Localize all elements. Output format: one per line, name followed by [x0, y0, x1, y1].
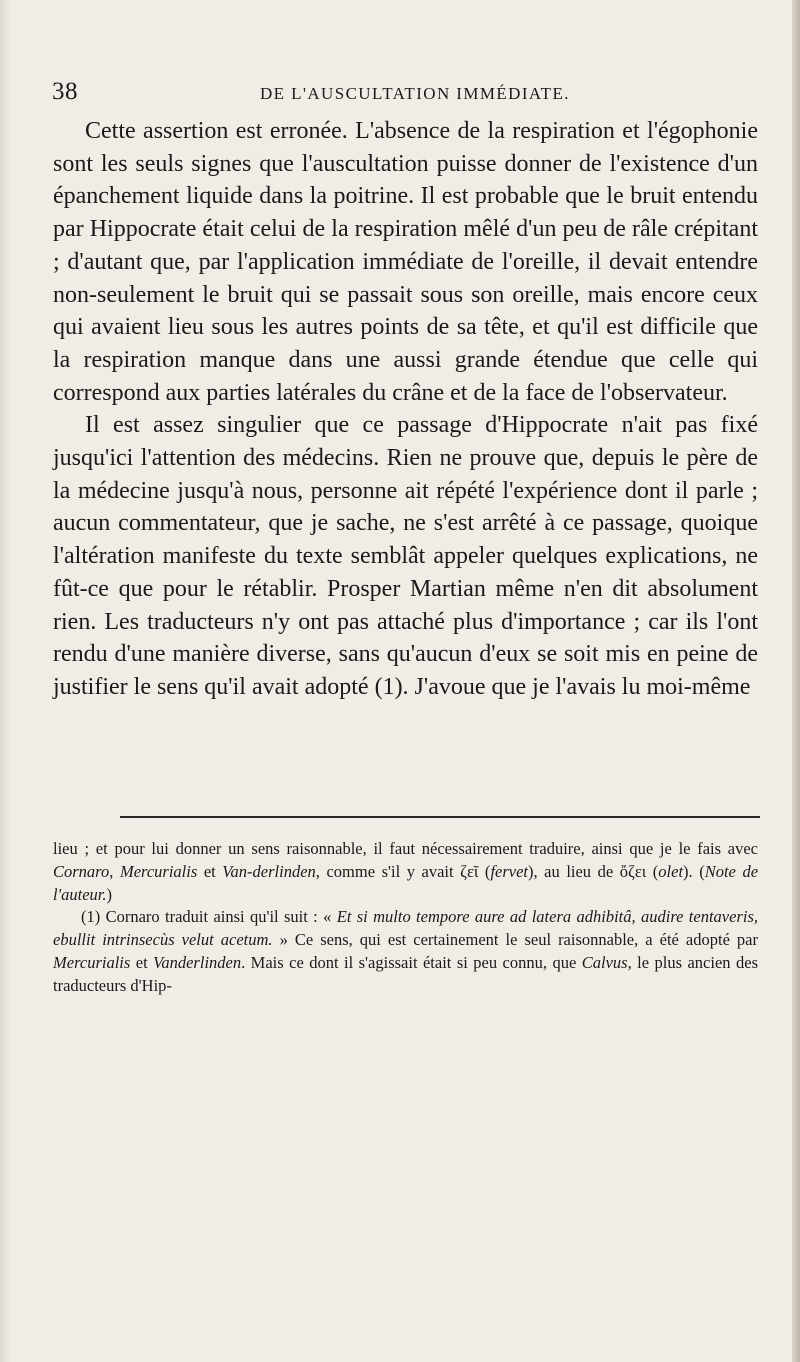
page-header — [52, 78, 757, 108]
footnotes — [53, 838, 758, 998]
gutter-shadow — [0, 0, 12, 1362]
footnote-rule — [120, 816, 760, 818]
page-number: 38 — [52, 78, 78, 105]
main-text — [53, 115, 758, 704]
running-head: DE L'AUSCULTATION IMMÉDIATE. — [260, 84, 570, 103]
footnote-1: (1) Cornaro traduit ainsi qu'il suit : « Et si multo tempore aure ad latera adhibitâ, audire tentaveris, ebullit intrinsecùs velut acetum. » Ce sens, qui est certainement le seul raisonnable, a été adopté par Mercurialis et Vanderlinden. Mais ce dont il s'agissait était si peu connu, que Calvus, le plus ancien des traducteurs d'Hip- — [53, 907, 758, 995]
paragraph: Cette assertion est erronée. L'absence de la respiration et l'égophonie sont les seuls signes que l'auscultation puisse donner de l'existence d'un épanchement liquide dans la poitrine. Il est probable que le bruit entendu par Hippocrate était celui de la respiration mêlé d'un peu de râle crépitant ; d'autant que, par l'application immédiate de l'oreille, il devait entendre non-seulement le bruit qui se passait sous son oreille, mais encore ceux qui avaient lieu sous les autres points de sa tête, et qu'il est difficile que la respiration manque dans une aussi grande étendue que celle qui correspond aux parties latérales du crâne et de la face de l'observateur. — [53, 118, 758, 406]
paragraph: Il est assez singulier que ce passage d'Hippocrate n'ait pas fixé jusqu'ici l'attention des médecins. Rien ne prouve que, depuis le père de la médecine jusqu'à nous, personne ait répété l'expérience dont il parle ; aucun commentateur, que je sache, ne s'est arrêté à ce passage, quoique l'altération manifeste du texte semblât appeler quelques explications, ne fût-ce que pour le rétablir. Prosper Martian même n'en dit absolument rien. Les traducteurs n'y ont pas attaché plus d'importance ; car ils l'ont rendu d'une manière diverse, sans qu'aucun d'eux se soit mis en peine de justifier le sens qu'il avait adopté (1). J'avoue que je l'avais lu moi-même — [53, 412, 758, 700]
page-edge — [792, 0, 800, 1362]
footnote-continued: lieu ; et pour lui donner un sens raisonnable, il faut nécessairement traduire, ainsi que je le fais avec Cornaro, Mercurialis et Van-derlinden, comme s'il y avait ζεῖ (fervet), au lieu de ὄζει (olet). (Note de l'auteur.) — [53, 839, 759, 904]
